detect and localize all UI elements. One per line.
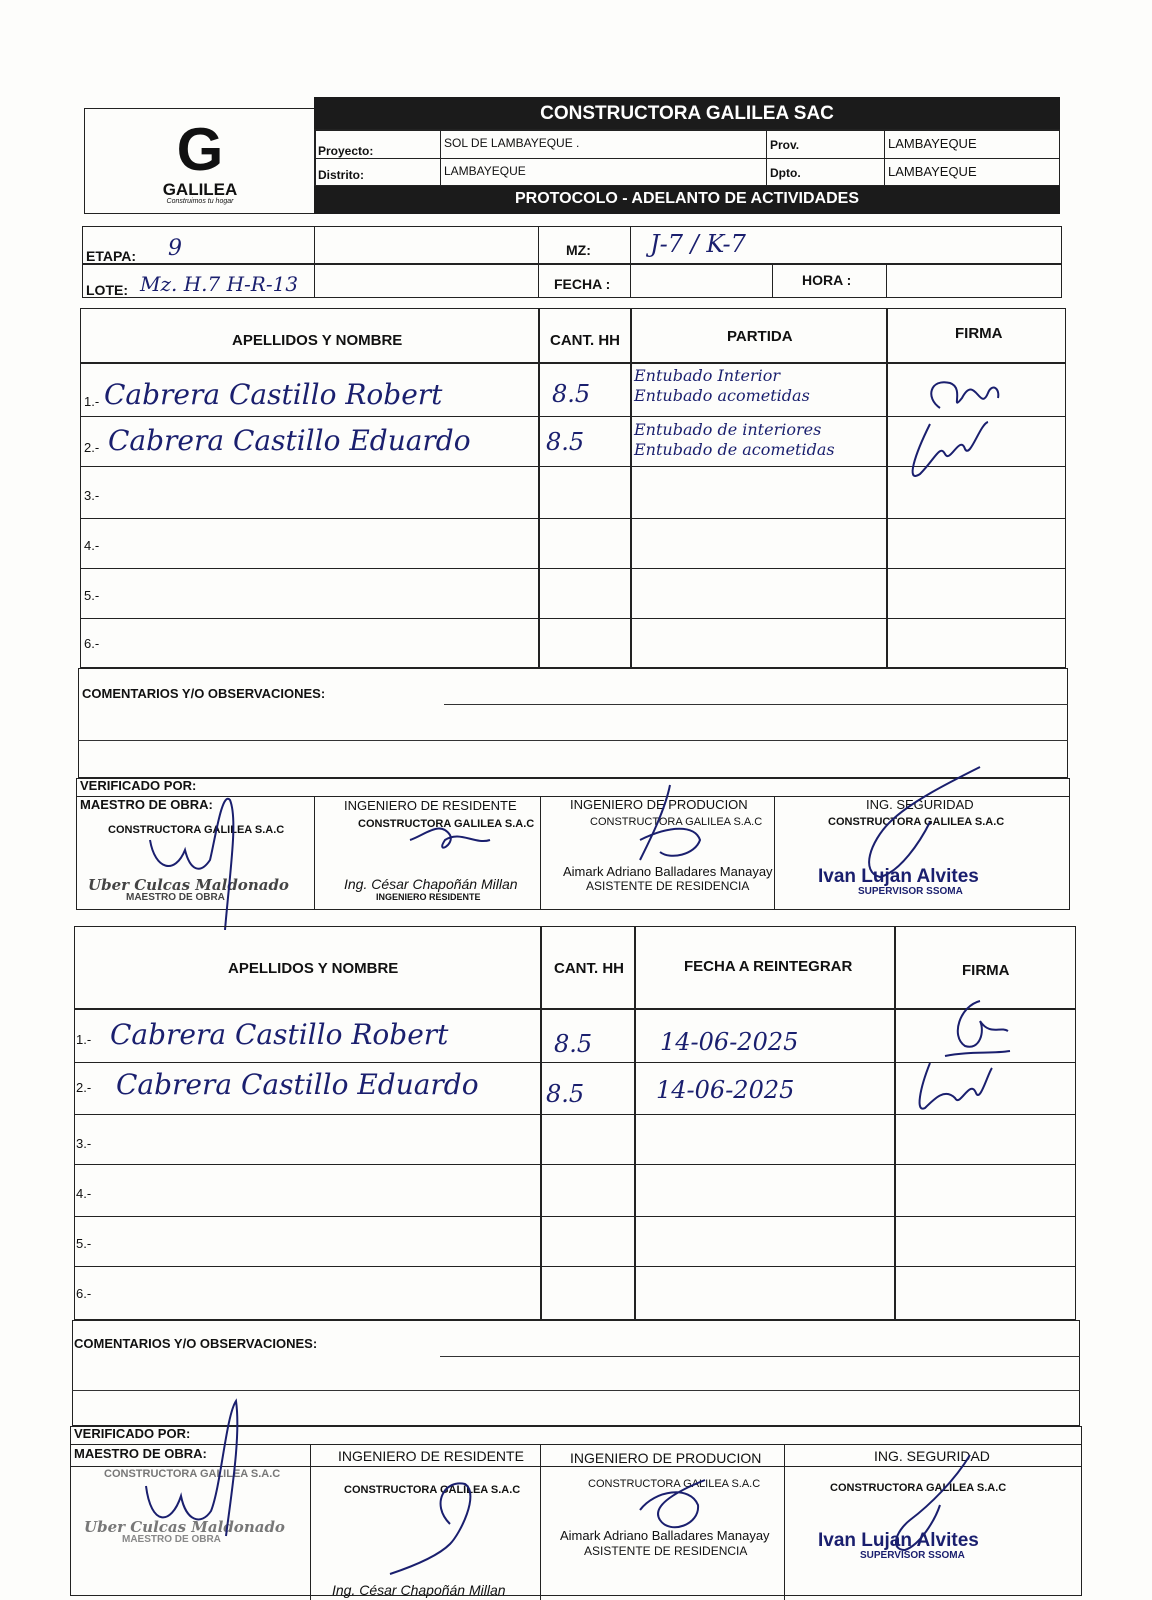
t2-row-fecha: 14-06-2025 bbox=[660, 1028, 799, 1056]
company-title: CONSTRUCTORA GALILEA SAC bbox=[314, 97, 1060, 129]
verify1-produccion-name: Aimark Adriano Balladares Manayay bbox=[563, 864, 773, 879]
t2-row-hh: 8.5 bbox=[554, 1030, 593, 1058]
t1-row1-signature bbox=[920, 368, 1010, 418]
verify1-residente-name: Ing. César Chapoñán Millan bbox=[344, 876, 518, 892]
verify1-produccion-role: ASISTENTE DE RESIDENCIA bbox=[586, 879, 750, 893]
verify2-maestro-role: MAESTRO DE OBRA bbox=[122, 1534, 221, 1545]
t1-row-hh: 8.5 bbox=[552, 380, 591, 408]
t2-header-hh: CANT. HH bbox=[554, 960, 624, 977]
t1-row-num: 6.- bbox=[84, 636, 100, 651]
verify1-col-residente: INGENIERO DE RESIDENTE bbox=[344, 798, 517, 813]
t1-row-num: 1.- bbox=[84, 394, 100, 409]
verify2-stamp-residente: CONSTRUCTORA GALILEA S.A.C bbox=[344, 1484, 521, 1496]
t1-row-num: 4.- bbox=[84, 538, 100, 553]
prov-label: Prov. bbox=[770, 138, 800, 152]
t2-header-firma: FIRMA bbox=[962, 962, 1010, 979]
comments1-label: COMENTARIOS Y/O OBSERVACIONES: bbox=[82, 686, 326, 701]
verify1-residente-signature bbox=[400, 800, 500, 860]
t2-row-num: 3.- bbox=[76, 1136, 92, 1151]
verify1-maestro-signature bbox=[130, 780, 260, 930]
distrito-value: LAMBAYEQUE bbox=[444, 164, 526, 178]
prov-value: LAMBAYEQUE bbox=[888, 136, 977, 151]
t1-row-name: Cabrera Castillo Robert bbox=[104, 378, 443, 411]
protocol-title: PROTOCOLO - ADELANTO DE ACTIVIDADES bbox=[314, 186, 1060, 214]
verify1-produccion-signature bbox=[610, 780, 750, 870]
logo-g-icon: G bbox=[176, 116, 224, 183]
t2-row-num: 1.- bbox=[76, 1032, 92, 1047]
verify1-stamp-residente: CONSTRUCTORA GALILEA S.A.C bbox=[358, 818, 535, 830]
mz-label: MZ: bbox=[566, 242, 591, 258]
verify1-maestro-name: Uber Culcas Maldonado bbox=[88, 876, 289, 894]
verify2-residente-name: Ing. César Chapoñán Millan bbox=[332, 1582, 506, 1598]
hora-label: HORA : bbox=[802, 272, 852, 288]
t1-row-partida1: Entubado de interiores bbox=[634, 420, 822, 439]
t2-row-hh: 8.5 bbox=[546, 1080, 585, 1108]
verify1-seguridad-name: Ivan Lujan Alvites bbox=[818, 866, 979, 887]
t1-row-partida1: Entubado Interior bbox=[634, 366, 781, 385]
verify2-col-residente: INGENIERO DE RESIDENTE bbox=[338, 1448, 524, 1464]
verify1-stamp-seguridad: CONSTRUCTORA GALILEA S.A.C bbox=[828, 816, 1005, 828]
logo bbox=[86, 110, 314, 212]
verify2-seguridad-signature bbox=[860, 1450, 1010, 1560]
etapa-label: ETAPA: bbox=[86, 248, 137, 264]
distrito-label: Distrito: bbox=[318, 168, 364, 182]
t1-row2-signature bbox=[900, 414, 1000, 484]
t2-row-num: 6.- bbox=[76, 1286, 92, 1301]
logo-text: GALILEA bbox=[162, 180, 238, 199]
table2 bbox=[74, 926, 1076, 1320]
t2-header-name: APELLIDOS Y NOMBRE bbox=[228, 960, 399, 977]
t1-row-num: 3.- bbox=[84, 488, 100, 503]
t2-row2-signature bbox=[910, 1058, 1000, 1118]
t2-row-name: Cabrera Castillo Eduardo bbox=[116, 1068, 479, 1101]
verify2-stamp-maestro: CONSTRUCTORA GALILEA S.A.C bbox=[104, 1468, 281, 1480]
verify2-verificado: VERIFICADO POR: bbox=[74, 1426, 191, 1441]
verify2-maestro-name: Uber Culcas Maldonado bbox=[84, 1518, 285, 1536]
verify1-col-seguridad: ING. SEGURIDAD bbox=[866, 797, 974, 812]
etapa-value: 9 bbox=[168, 236, 182, 261]
verify2-produccion-name: Aimark Adriano Balladares Manayay bbox=[560, 1528, 770, 1543]
t2-row-num: 5.- bbox=[76, 1236, 92, 1251]
t1-header-name: APELLIDOS Y NOMBRE bbox=[232, 332, 403, 349]
verify1-col-produccion: INGENIERO DE PRODUCION bbox=[570, 797, 748, 812]
verify2-col-maestro: MAESTRO DE OBRA: bbox=[74, 1446, 207, 1461]
logo-tagline: Construimos tu hogar bbox=[166, 198, 234, 205]
verify2-seguridad-role: SUPERVISOR SSOMA bbox=[860, 1550, 965, 1561]
fecha-label: FECHA : bbox=[554, 276, 611, 292]
verify2-stamp-seguridad: CONSTRUCTORA GALILEA S.A.C bbox=[830, 1482, 1007, 1494]
t2-row1-signature bbox=[930, 996, 1020, 1066]
verify1-maestro-role: MAESTRO DE OBRA bbox=[126, 892, 225, 903]
t2-row-num: 4.- bbox=[76, 1186, 92, 1201]
verify1-verificado: VERIFICADO POR: bbox=[80, 778, 197, 793]
dpto-value: LAMBAYEQUE bbox=[888, 164, 977, 179]
verify2-stamp-produccion: CONSTRUCTORA GALILEA S.A.C bbox=[588, 1478, 761, 1490]
verify2-produccion-signature bbox=[620, 1470, 720, 1540]
t1-row-num: 5.- bbox=[84, 588, 100, 603]
verify1-col-maestro: MAESTRO DE OBRA: bbox=[80, 797, 213, 812]
verify1-residente-role: INGENIERO RESIDENTE bbox=[376, 892, 481, 902]
mz-value: J-7 / K-7 bbox=[650, 230, 746, 258]
t2-row-name: Cabrera Castillo Robert bbox=[110, 1018, 449, 1051]
t1-header-partida: PARTIDA bbox=[727, 328, 793, 345]
verify2-col-seguridad: ING. SEGURIDAD bbox=[874, 1448, 990, 1464]
t1-row-name: Cabrera Castillo Eduardo bbox=[108, 424, 471, 457]
dpto-label: Dpto. bbox=[770, 166, 801, 180]
t2-row-fecha: 14-06-2025 bbox=[656, 1076, 795, 1104]
proyecto-label: Proyecto: bbox=[318, 144, 374, 158]
verify2-seguridad-name: Ivan Lujan Alvites bbox=[818, 1530, 979, 1551]
verify1-stamp-maestro: CONSTRUCTORA GALILEA S.A.C bbox=[108, 824, 285, 836]
lote-label: LOTE: bbox=[86, 282, 128, 298]
t1-row-partida2: Entubado de acometidas bbox=[634, 440, 835, 459]
verify2-produccion-role: ASISTENTE DE RESIDENCIA bbox=[584, 1544, 748, 1558]
t1-header-firma: FIRMA bbox=[955, 325, 1003, 342]
verify2-residente-signature bbox=[380, 1464, 520, 1584]
proyecto-value: SOL DE LAMBAYEQUE . bbox=[444, 136, 580, 150]
t2-header-fecha: FECHA A REINTEGRAR bbox=[684, 958, 853, 975]
verify2-col-produccion: INGENIERO DE PRODUCION bbox=[570, 1450, 762, 1466]
comments2-label: COMENTARIOS Y/O OBSERVACIONES: bbox=[74, 1336, 318, 1351]
t1-header-hh: CANT. HH bbox=[550, 332, 620, 349]
verify1-seguridad-role: SUPERVISOR SSOMA bbox=[858, 886, 963, 897]
verify1-seguridad-signature bbox=[830, 762, 1000, 892]
t2-row-num: 2.- bbox=[76, 1080, 92, 1095]
t1-row-num: 2.- bbox=[84, 440, 100, 455]
lote-value: Mz. H.7 H-R-13 bbox=[140, 272, 299, 296]
verify1-stamp-produccion: CONSTRUCTORA GALILEA S.A.C bbox=[590, 816, 763, 828]
t1-row-hh: 8.5 bbox=[546, 428, 585, 456]
verify2-maestro-signature bbox=[126, 1396, 266, 1546]
t1-row-partida2: Entubado acometidas bbox=[634, 386, 810, 405]
